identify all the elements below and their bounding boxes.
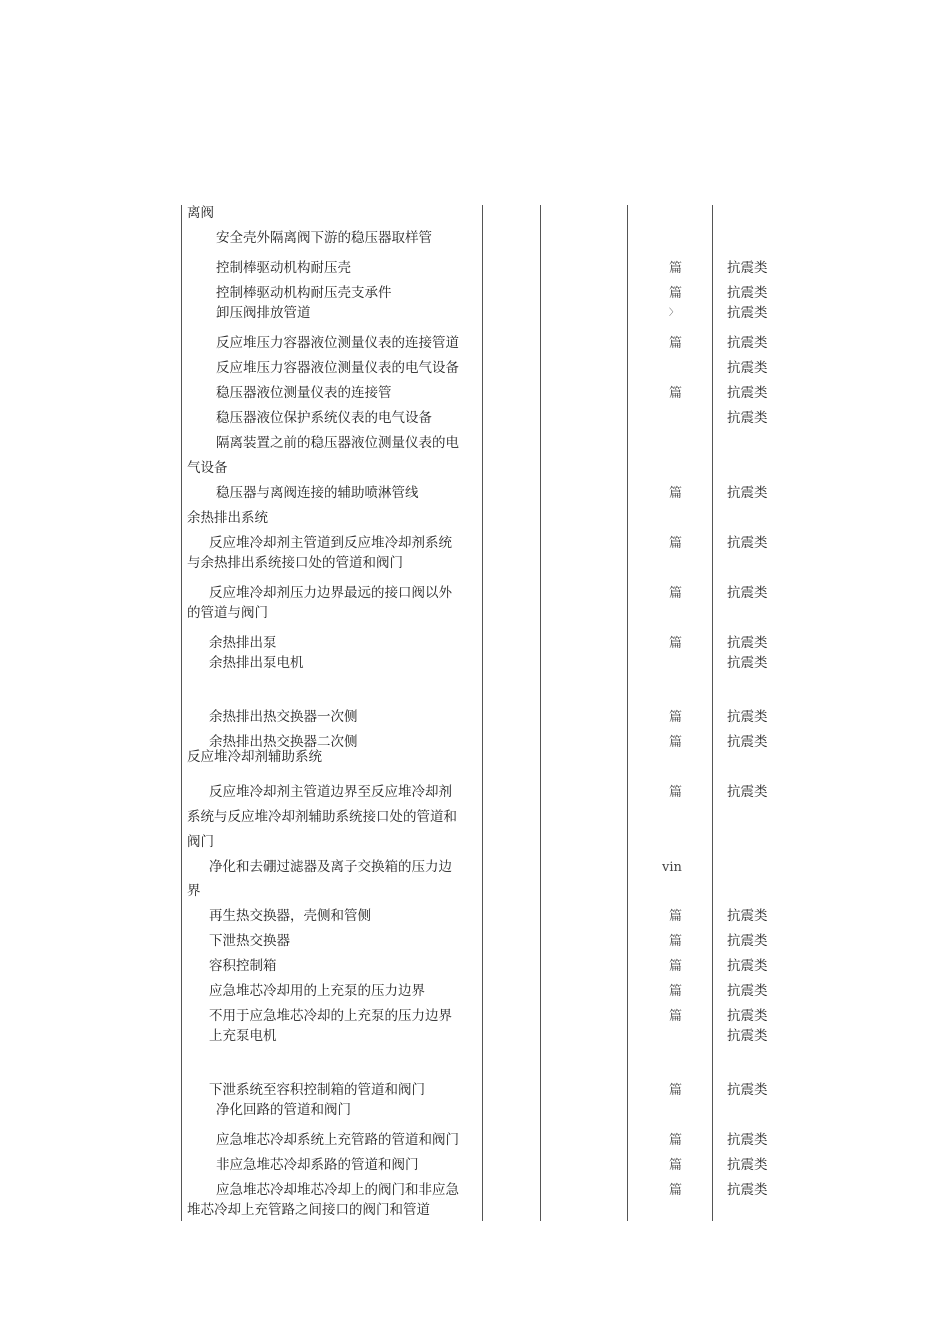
seismic-category: 抗震类 <box>727 360 768 376</box>
item-mark: 篇 <box>669 1009 683 1024</box>
seismic-category: 抗震类 <box>727 983 768 999</box>
item-mark: 篇 <box>669 710 683 725</box>
seismic-category: 抗震类 <box>727 285 768 301</box>
item-text: 反应堆冷却剂主管道边界至反应堆冷却剂 <box>209 784 452 800</box>
item-mark: 篇 <box>669 1083 683 1098</box>
seismic-category: 抗震类 <box>727 385 768 401</box>
item-text: 与余热排出系统接口处的管道和阀门 <box>187 555 403 571</box>
item-text: 应急堆芯冷却堆芯冷却上的阀门和非应急 <box>216 1182 459 1198</box>
seismic-category: 抗震类 <box>727 535 768 551</box>
item-mark: 篇 <box>669 959 683 974</box>
item-text: 余热排出热交换器二次侧 <box>209 734 358 750</box>
item-mark: 篇 <box>669 286 683 301</box>
item-mark: 篇 <box>669 785 683 800</box>
item-mark: 篇 <box>669 1133 683 1148</box>
item-text: 下泄系统至容积控制箱的管道和阀门 <box>209 1082 425 1098</box>
item-mark: 篇 <box>669 984 683 999</box>
seismic-category: 抗震类 <box>727 1182 768 1198</box>
seismic-category: 抗震类 <box>727 635 768 651</box>
item-text: 反应堆冷却剂主管道到反应堆冷却剂系统 <box>209 535 452 551</box>
seismic-category: 抗震类 <box>727 784 768 800</box>
seismic-category: 抗震类 <box>727 655 768 671</box>
seismic-category: 抗震类 <box>727 1157 768 1173</box>
item-text: 应急堆芯冷却系统上充管路的管道和阀门 <box>216 1132 459 1148</box>
item-mark: 篇 <box>669 934 683 949</box>
seismic-category: 抗震类 <box>727 734 768 750</box>
item-mark: 篇 <box>669 909 683 924</box>
seismic-category: 抗震类 <box>727 1132 768 1148</box>
item-text: 余热排出泵 <box>209 635 277 651</box>
seismic-category: 抗震类 <box>727 335 768 351</box>
seismic-category: 抗震类 <box>727 1028 768 1044</box>
item-mark: 〉 <box>669 308 679 318</box>
item-text: 反应堆冷却剂压力边界最远的接口阀以外 <box>209 585 452 601</box>
seismic-category: 抗震类 <box>727 585 768 601</box>
item-text: 稳压器液位测量仪表的连接管 <box>216 385 392 401</box>
item-text: 余热排出热交换器一次侧 <box>209 709 358 725</box>
seismic-category: 抗震类 <box>727 485 768 501</box>
item-text: 下泄热交换器 <box>209 933 290 949</box>
item-text: 阀门 <box>187 834 214 850</box>
item-text: 安全壳外隔离阀下游的稳压器取样管 <box>216 230 432 246</box>
table-column-divider <box>627 205 628 1221</box>
table-border-left <box>181 205 182 1221</box>
item-text: 上充泵电机 <box>209 1028 277 1044</box>
item-text: 离阀 <box>187 205 214 221</box>
item-mark: 篇 <box>669 586 683 601</box>
item-mark: 篇 <box>669 1183 683 1198</box>
item-mark: 篇 <box>669 536 683 551</box>
section-heading: 反应堆冷却剂辅助系统 <box>187 749 322 765</box>
item-mark: 篇 <box>669 336 683 351</box>
item-mark: 篇 <box>669 261 683 276</box>
item-text: 的管道与阀门 <box>187 605 268 621</box>
seismic-category: 抗震类 <box>727 305 768 321</box>
seismic-category: 抗震类 <box>727 1008 768 1024</box>
seismic-category: 抗震类 <box>727 908 768 924</box>
seismic-category: 抗震类 <box>727 709 768 725</box>
item-text: 系统与反应堆冷却剂辅助系统接口处的管道和 <box>187 809 457 825</box>
item-text: 稳压器与离阀连接的辅助喷淋管线 <box>216 485 419 501</box>
item-text: 净化回路的管道和阀门 <box>216 1102 351 1118</box>
seismic-category: 抗震类 <box>727 958 768 974</box>
item-text: 余热排出泵电机 <box>209 655 304 671</box>
table-column-divider <box>712 205 713 1221</box>
item-mark: 篇 <box>669 1158 683 1173</box>
item-text: 反应堆压力容器液位测量仪表的连接管道 <box>216 335 459 351</box>
item-mark: 篇 <box>669 636 683 651</box>
item-text: 控制棒驱动机构耐压壳 <box>216 260 351 276</box>
item-text: 气设备 <box>187 460 228 476</box>
item-text: 净化和去硼过滤器及离子交换箱的压力边 <box>209 859 452 875</box>
item-text: 不用于应急堆芯冷却的上充泵的压力边界 <box>209 1008 452 1024</box>
table-column-divider <box>482 205 483 1221</box>
item-text: 稳压器液位保护系统仪表的电气设备 <box>216 410 432 426</box>
item-text: 应急堆芯冷却用的上充泵的压力边界 <box>209 983 425 999</box>
item-text: 非应急堆芯冷却系路的管道和阀门 <box>216 1157 419 1173</box>
seismic-category: 抗震类 <box>727 260 768 276</box>
table-column-divider <box>540 205 541 1221</box>
item-text: 堆芯冷却上充管路之间接口的阀门和管道 <box>187 1202 430 1218</box>
item-text: 反应堆压力容器液位测量仪表的电气设备 <box>216 360 459 376</box>
seismic-category: 抗震类 <box>727 933 768 949</box>
item-text: 再生热交换器，壳侧和管侧 <box>209 908 371 924</box>
item-text: 容积控制箱 <box>209 958 277 974</box>
section-heading: 余热排出系统 <box>187 510 268 526</box>
item-text: 界 <box>187 883 201 899</box>
item-mark: 篇 <box>669 735 683 750</box>
item-mark: 篇 <box>669 386 683 401</box>
seismic-category: 抗震类 <box>727 410 768 426</box>
seismic-category: 抗震类 <box>727 1082 768 1098</box>
item-mark: 篇 <box>669 486 683 501</box>
item-text: 隔离装置之前的稳压器液位测量仪表的电 <box>216 435 459 451</box>
item-mark: vin <box>662 860 682 875</box>
item-text: 控制棒驱动机构耐压壳支承件 <box>216 285 392 301</box>
item-text: 卸压阀排放管道 <box>216 305 311 321</box>
